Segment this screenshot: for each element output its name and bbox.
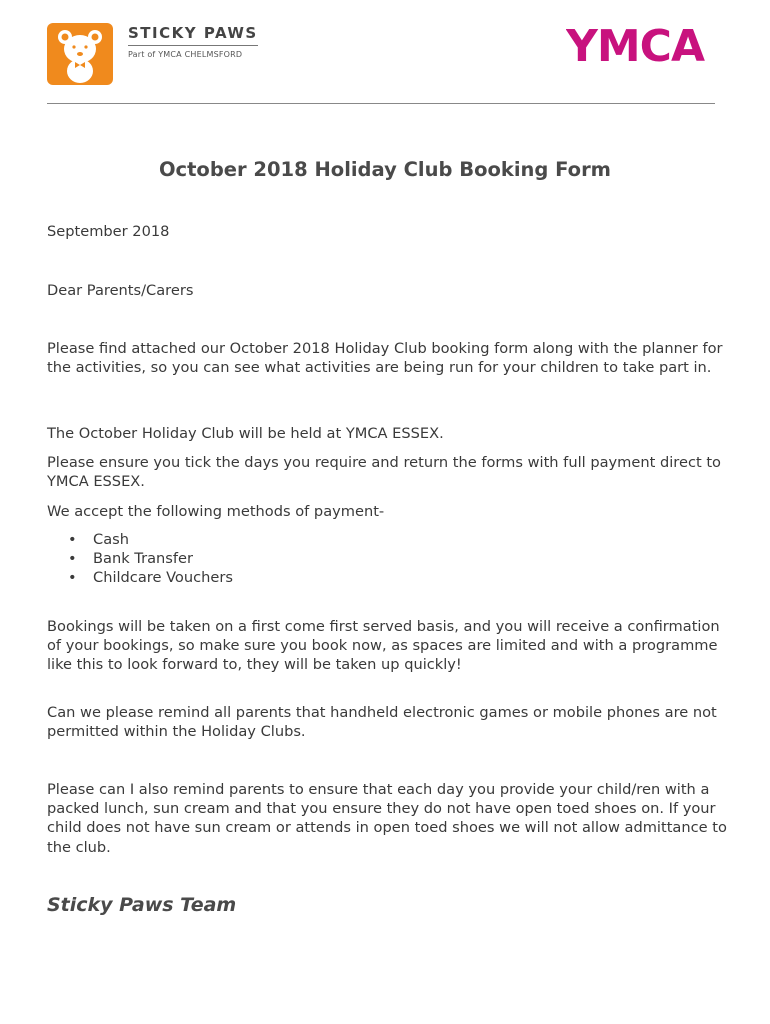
signoff: Sticky Paws Team bbox=[47, 894, 237, 916]
venue-paragraph: The October Holiday Club will be held at YMCA ESSEX. bbox=[47, 425, 444, 442]
brand-divider bbox=[128, 45, 258, 46]
instructions-paragraph: Please ensure you tick the days you require and return the forms with full payment direct to YMCA ESSEX. bbox=[47, 454, 721, 491]
electronics-paragraph: Can we please remind all parents that handheld electronic games or mobile phones are not permitted within the Holiday Clubs. bbox=[47, 704, 717, 741]
letterhead bbox=[0, 0, 770, 105]
list-item: • Childcare Vouchers bbox=[68, 569, 233, 587]
ymca-logo-icon bbox=[566, 24, 712, 66]
list-item: • Bank Transfer bbox=[68, 550, 193, 568]
payment-intro: We accept the following methods of payment- bbox=[47, 503, 385, 520]
bookings-paragraph: Bookings will be taken on a first come first served basis, and you will receive a confirmation of your bookings, so make sure you book now, as spaces are limited and with a programme like this to look forward to, they will be taken up quickly! bbox=[47, 618, 720, 674]
letter-date: September 2018 bbox=[47, 223, 170, 240]
intro-paragraph: Please find attached our October 2018 Holiday Club booking form along with the planner for the activities, so you can see what activities are being run for your children to take part in. bbox=[47, 340, 723, 377]
svg-text:YMCA: YMCA bbox=[566, 24, 704, 66]
lunch-paragraph: Please can I also remind parents to ensure that each day you provide your child/ren with a packed lunch, sun cream and that you ensure they do not have open toed shoes on. If your child does not have sun cream or attends in open toed shoes we will not allow admittance to the club. bbox=[47, 781, 727, 856]
teddy-bear-logo-icon bbox=[47, 23, 113, 85]
payment-methods-list bbox=[68, 530, 233, 588]
list-item: • Cash bbox=[68, 531, 129, 548]
header-divider bbox=[47, 103, 715, 104]
salutation: Dear Parents/Carers bbox=[47, 282, 194, 299]
brand-subtitle: Part of YMCA CHELMSFORD bbox=[128, 50, 243, 59]
brand-name: STICKY PAWS bbox=[128, 24, 258, 42]
page-title: October 2018 Holiday Club Booking Form bbox=[158, 158, 612, 181]
